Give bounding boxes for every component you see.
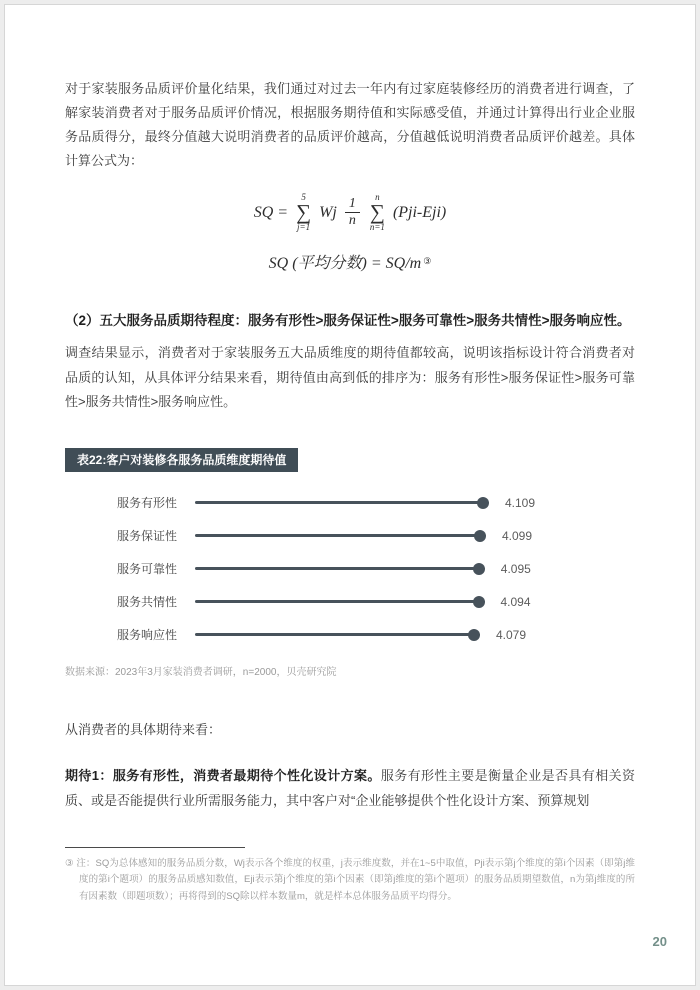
- chart-category-label: 服务响应性: [117, 628, 178, 643]
- formula-weight: Wj: [319, 203, 337, 221]
- formula-sq: [65, 193, 635, 232]
- lollipop-line: [195, 501, 480, 504]
- survey-result-paragraph: 调查结果显示，消费者对于家装服务五大品质维度的期待值都较高，说明该指标设计符合消费者对品质的认知，从具体评分结果来看，期待值由高到低的排序为：服务有形性>服务保证性>服务可靠性>服务共情性>服务响应性。: [65, 345, 635, 409]
- chart-row: [65, 618, 635, 651]
- chart-row: [65, 519, 635, 552]
- lollipop-line: [195, 567, 476, 570]
- sigma-outer-upper: 5: [301, 192, 306, 203]
- lollipop-dot-icon: [468, 629, 480, 641]
- chart-value-label: 4.099: [502, 528, 533, 543]
- lollipop-dot-icon: [473, 563, 485, 575]
- fraction-denominator: n: [348, 213, 356, 229]
- formula-fraction: [345, 196, 360, 229]
- chart-row: [65, 552, 635, 585]
- lollipop-line: [195, 600, 476, 603]
- formula-lhs: SQ =: [253, 203, 289, 221]
- lollipop-dot-icon: [473, 596, 485, 608]
- chart-row: [65, 486, 635, 519]
- chart-value-label: 4.094: [500, 594, 531, 609]
- chart-category-label: 服务保证性: [117, 529, 178, 544]
- chart-value-label: 4.109: [505, 495, 536, 510]
- lollipop-dot-icon: [474, 530, 486, 542]
- chart-category-label: 服务可靠性: [117, 562, 178, 577]
- data-source: 数据来源：2023年3月家装消费者调研，n=2000，贝壳研究院: [65, 667, 337, 679]
- expectation-body: 服务有形性主要是衡量企业是否具有相关资质、或是否能提供行业所需服务能力，其中客户对“企业能够提供个性化设计方案、预算规划: [65, 768, 635, 808]
- lead-in-paragraph: 从消费者的具体期待来看：: [65, 722, 222, 738]
- footnote-reference: ③: [423, 256, 432, 267]
- fraction-numerator: 1: [345, 196, 360, 213]
- formula-term: (Pji-Eji): [392, 203, 447, 221]
- formula-average: [65, 250, 635, 273]
- formula-average-text: SQ (平均分数) = SQ/m: [268, 255, 422, 273]
- footnote-text: ③ 注：SQ为总体感知的服务品质分数，Wj表示各个维度的权重，j表示维度数，并在1~5中取值，Pji表示第j个维度的第i个因素（即第j维度的第i个题项）的服务品质感知数值，Eji表示第j个维度的第i个因素（即第j维度的第i个题项）的服务品质期望数值，n为第j维度的所有因素数（即题项数）；再将得到的SQ除以样本数量m，就是样本总体服务品质平均得分。: [65, 857, 635, 902]
- section-heading: （2）五大服务品质期待程度：服务有形性>服务保证性>服务可靠性>服务共情性>服务响应性。: [65, 313, 631, 329]
- sigma-icon: ∑: [369, 200, 385, 225]
- chart-row: [65, 585, 635, 618]
- intro-paragraph: 对于家装服务品质评价量化结果，我们通过对过去一年内有过家庭装修经历的消费者进行调查，了解家装消费者对于服务品质评价情况，根据服务期待值和实际感受值，并通过计算得出行业企业服务品质得分，最终分值越大说明消费者的品质评价越高，分值越低说明消费者品质评价越差。具体计算公式为：: [65, 81, 635, 169]
- lollipop-line: [195, 534, 477, 537]
- expectation-paragraph: [65, 764, 635, 812]
- footnote-divider: [65, 847, 245, 848]
- expectation-bold-lead: 期待1：服务有形性，消费者最期待个性化设计方案。: [65, 768, 381, 784]
- lollipop-dot-icon: [477, 497, 489, 509]
- table-title-badge: 表22:客户对装修各服务品质维度期待值: [65, 448, 298, 473]
- sigma-outer-lower: j=1: [297, 222, 311, 233]
- sigma-icon: ∑: [296, 200, 312, 225]
- sigma-outer: [296, 193, 311, 232]
- report-page: [4, 4, 696, 986]
- sigma-inner: [370, 193, 385, 232]
- chart-category-label: 服务有形性: [117, 496, 178, 511]
- lollipop-line: [195, 633, 471, 636]
- lollipop-chart: [65, 486, 635, 651]
- chart-value-label: 4.095: [500, 561, 531, 576]
- chart-category-label: 服务共情性: [117, 595, 178, 610]
- sigma-inner-lower: n=1: [369, 222, 385, 233]
- sigma-inner-upper: n: [375, 192, 380, 203]
- page-number: 20: [652, 934, 667, 949]
- chart-value-label: 4.079: [496, 627, 527, 642]
